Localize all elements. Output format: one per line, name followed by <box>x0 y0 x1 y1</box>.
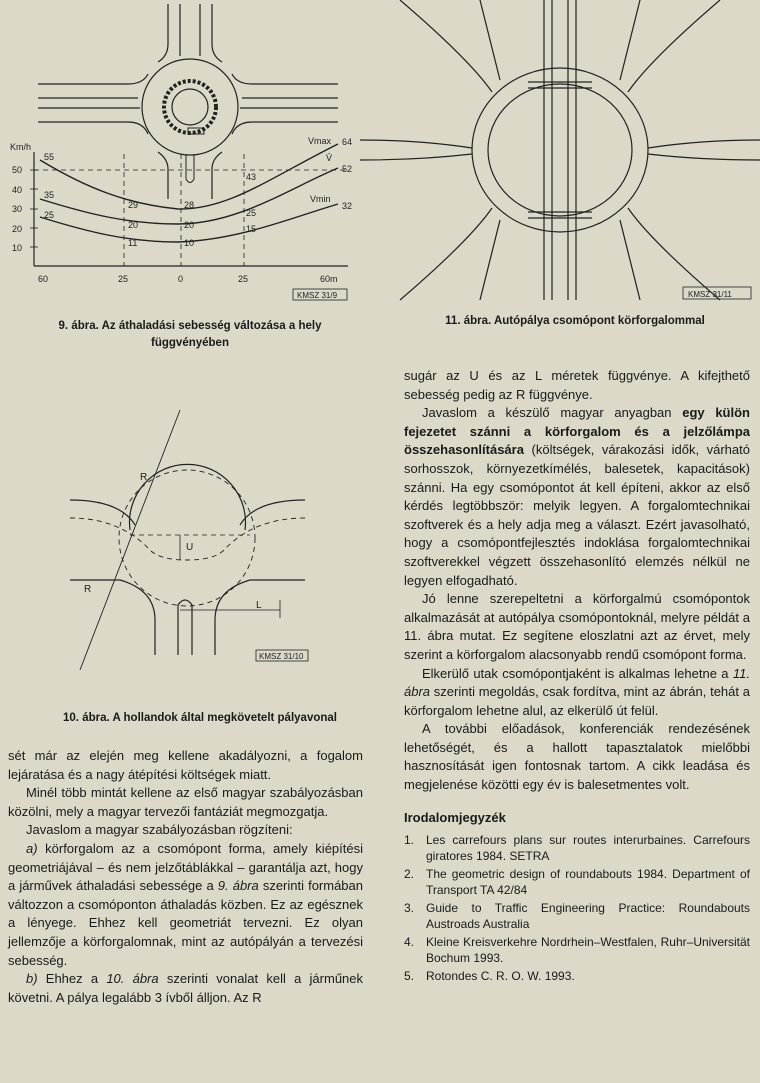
reference-text: Les carrefours plans sur routes interurbaines. Carrefours giratores 1984. SETRA <box>426 833 750 863</box>
left-p1: sét már az elején meg kellene akadályozni, a fogalom lejáratása és a nagy átépítési költségek miatt. <box>8 748 363 782</box>
right-p5: A további előadások, konferenciák rendezésének lehetőségét, és a hallott tapasztalatok mielőbbi hasznosítását igen fontosnak tartom. A cikk leadása és megjelenése közötti egy év is balesetmentes volt. <box>404 721 750 793</box>
right-p4-c: szerinti megoldás, csak fordítva, mint az ábrán, tehát a körforgalom lehetne alul, az elkerülő út felül. <box>404 684 750 718</box>
right-p2-c: (költségek, várakozási idők, várható sorhosszok, környezetkímélés, balesetek, kapacitások) szánni. Ha egy csomópontot át kell építeni, akkor az első kérdés legtöbbször: melyik legyen. A forgalomtechnikai szoftverek és a hely adja meg a választ. Ezért javasolható, hogy a csomópontfejlesztés indoklása forgalomtechnikai szoftverekkel végzett összehasonlító elemzés nélkül ne legyen elfogadható. <box>404 442 750 588</box>
reference-number: 3. <box>404 901 415 916</box>
fig9-xtick: 0 <box>178 274 184 284</box>
right-p1: sugár az U és az L méretek függvénye. A kifejthető sebesség pedig az R függvénye. <box>404 368 750 402</box>
fig10-label-r2: R <box>84 584 92 595</box>
reference-text: The geometric design of roundabouts 1984. Department of Transport TA 42/84 <box>426 867 750 897</box>
fig10-caption: 10. ábra. A hollandok által megkövetelt pályavonal <box>63 712 337 724</box>
right-p2-b: egy külön fejezetet szánni a körforgalom és a jelzőlámpa összehasonlítására <box>404 405 750 458</box>
fig9-xtick: 60m <box>320 274 338 284</box>
fig10-stamp: KMSZ 31/10 <box>259 652 304 661</box>
references-list <box>404 833 750 985</box>
fig10-label-r: R <box>140 472 148 483</box>
fig9-curve-label: Vmax <box>308 136 332 146</box>
left-column <box>8 747 363 1007</box>
fig9-ytick: 50 <box>12 165 23 175</box>
figure-10 <box>60 400 360 680</box>
fig9-caption <box>10 318 370 352</box>
fig9-value: 32 <box>342 201 353 211</box>
right-p2-a: Javaslom a készülő magyar anyagban <box>422 405 683 421</box>
fig9-value: 64 <box>342 137 353 147</box>
fig9-ytick: 10 <box>12 243 23 253</box>
fig9-value: 11 <box>128 238 138 248</box>
left-p5-a: b) <box>26 971 38 987</box>
reference-text: Kleine Kreisverkehre Nordrhein–Westfalen, Ruhr–Universität Bochum 1993. <box>426 935 750 965</box>
reference-number: 5. <box>404 969 415 984</box>
fig10-label-l: L <box>256 600 262 611</box>
figure-11 <box>360 0 760 305</box>
reference-item <box>404 901 750 932</box>
fig9-caption-line1: 9. ábra. Az áthaladási sebesség változása a hely <box>58 320 322 332</box>
left-p5-d: szerinti vonalat kell a járműnek követni. A pálya legalább 3 ívből álljon. Az R <box>8 971 364 1005</box>
fig9-value: 25 <box>246 208 257 218</box>
reference-number: 4. <box>404 935 415 950</box>
left-p4-a: a) <box>26 840 38 856</box>
reference-number: 2. <box>404 867 415 882</box>
fig9-curve-label: V̄ <box>326 153 333 163</box>
left-p4-b: körforgalom az a csomópont forma, amely kiépítési geometriájával – és nem jelzőtáblákkal – garantálja azt, hogy a járművek áthaladási sebessége a <box>8 840 363 894</box>
right-p3: Jó lenne szerepeltetni a körforgalmú csomópontok alkalmazását at autópálya csomópontoknál, melyre példát a 11. ábra mutat. Ez segítene eloszlatni azt az érvet, mely szerint a körforgalom alacsonyabb rendű csomópont forma. <box>404 591 750 662</box>
fig9-xtick: 60 <box>38 274 49 284</box>
reference-number: 1. <box>404 833 415 848</box>
fig9-ytick: 30 <box>12 204 23 214</box>
left-p5 <box>8 970 363 1007</box>
left-p3: Javaslom a magyar szabályozásban rögzíteni: <box>26 822 293 838</box>
reference-text: Rotondes C. R. O. W. 1993. <box>426 969 575 984</box>
fig9-xtick: 25 <box>238 274 249 284</box>
left-p5-b: Ehhez a <box>37 971 107 987</box>
fig9-value: 29 <box>128 200 139 210</box>
right-p2 <box>404 404 750 590</box>
left-p4-c: 9. ábra <box>217 878 259 894</box>
fig9-value: 28 <box>184 200 195 210</box>
reference-item <box>404 935 750 966</box>
right-p4-b: 11. ábra <box>404 665 750 700</box>
right-column <box>404 367 750 988</box>
fig9-value: 10 <box>184 238 195 248</box>
left-p4-d: szerinti formában változzon a csomóponton áthaladás közben. Ez az egésznek a lényege. Ehhez kell geometriát tervezni. Ez olyan jellemzője a körforgalomnak, mint az autópályán a tervezési sebesség. <box>8 878 364 968</box>
fig11-stamp: KMSZ 31/11 <box>688 290 732 299</box>
fig11-caption: 11. ábra. Autópálya csomópont körforgalommal <box>445 315 705 327</box>
fig9-y-unit: Km/h <box>10 142 32 152</box>
figure-9 <box>8 4 368 304</box>
fig9-value: 25 <box>44 210 55 220</box>
fig9-stamp: KMSZ 31/9 <box>297 291 338 300</box>
fig9-value: 35 <box>44 190 55 200</box>
reference-item <box>404 833 750 864</box>
fig10-label-u: U <box>186 542 194 553</box>
fig9-value: 43 <box>246 172 257 182</box>
fig9-xtick: 25 <box>118 274 129 284</box>
left-p4 <box>8 840 363 970</box>
reference-item <box>404 969 750 985</box>
fig9-caption-line2: függvényében <box>151 337 229 349</box>
fig9-value: 15 <box>246 224 257 234</box>
right-p4 <box>404 665 750 721</box>
reference-text: Guide to Traffic Engineering Practice: Roundabouts Austroads Australia <box>426 901 750 931</box>
right-p4-a: Elkerülő utak csomópontjaként is alkalmas lehetne a <box>422 665 733 681</box>
fig9-value: 55 <box>44 152 55 162</box>
fig9-value: 52 <box>342 164 353 174</box>
references-title: Irodalomjegyzék <box>404 809 506 825</box>
fig9-curve-label: Vmin <box>310 194 331 204</box>
fig9-value: 20 <box>184 220 195 230</box>
fig9-ytick: 20 <box>12 224 23 234</box>
fig9-value: 20 <box>128 220 139 230</box>
fig9-ytick: 40 <box>12 185 23 195</box>
left-p5-c: 10. ábra <box>106 971 159 987</box>
reference-item <box>404 867 750 898</box>
left-p2: Minél több mintát kellene az első magyar szabályozásban közölni, mely a magyar tervezői fantáziát megmozgatja. <box>8 785 363 819</box>
